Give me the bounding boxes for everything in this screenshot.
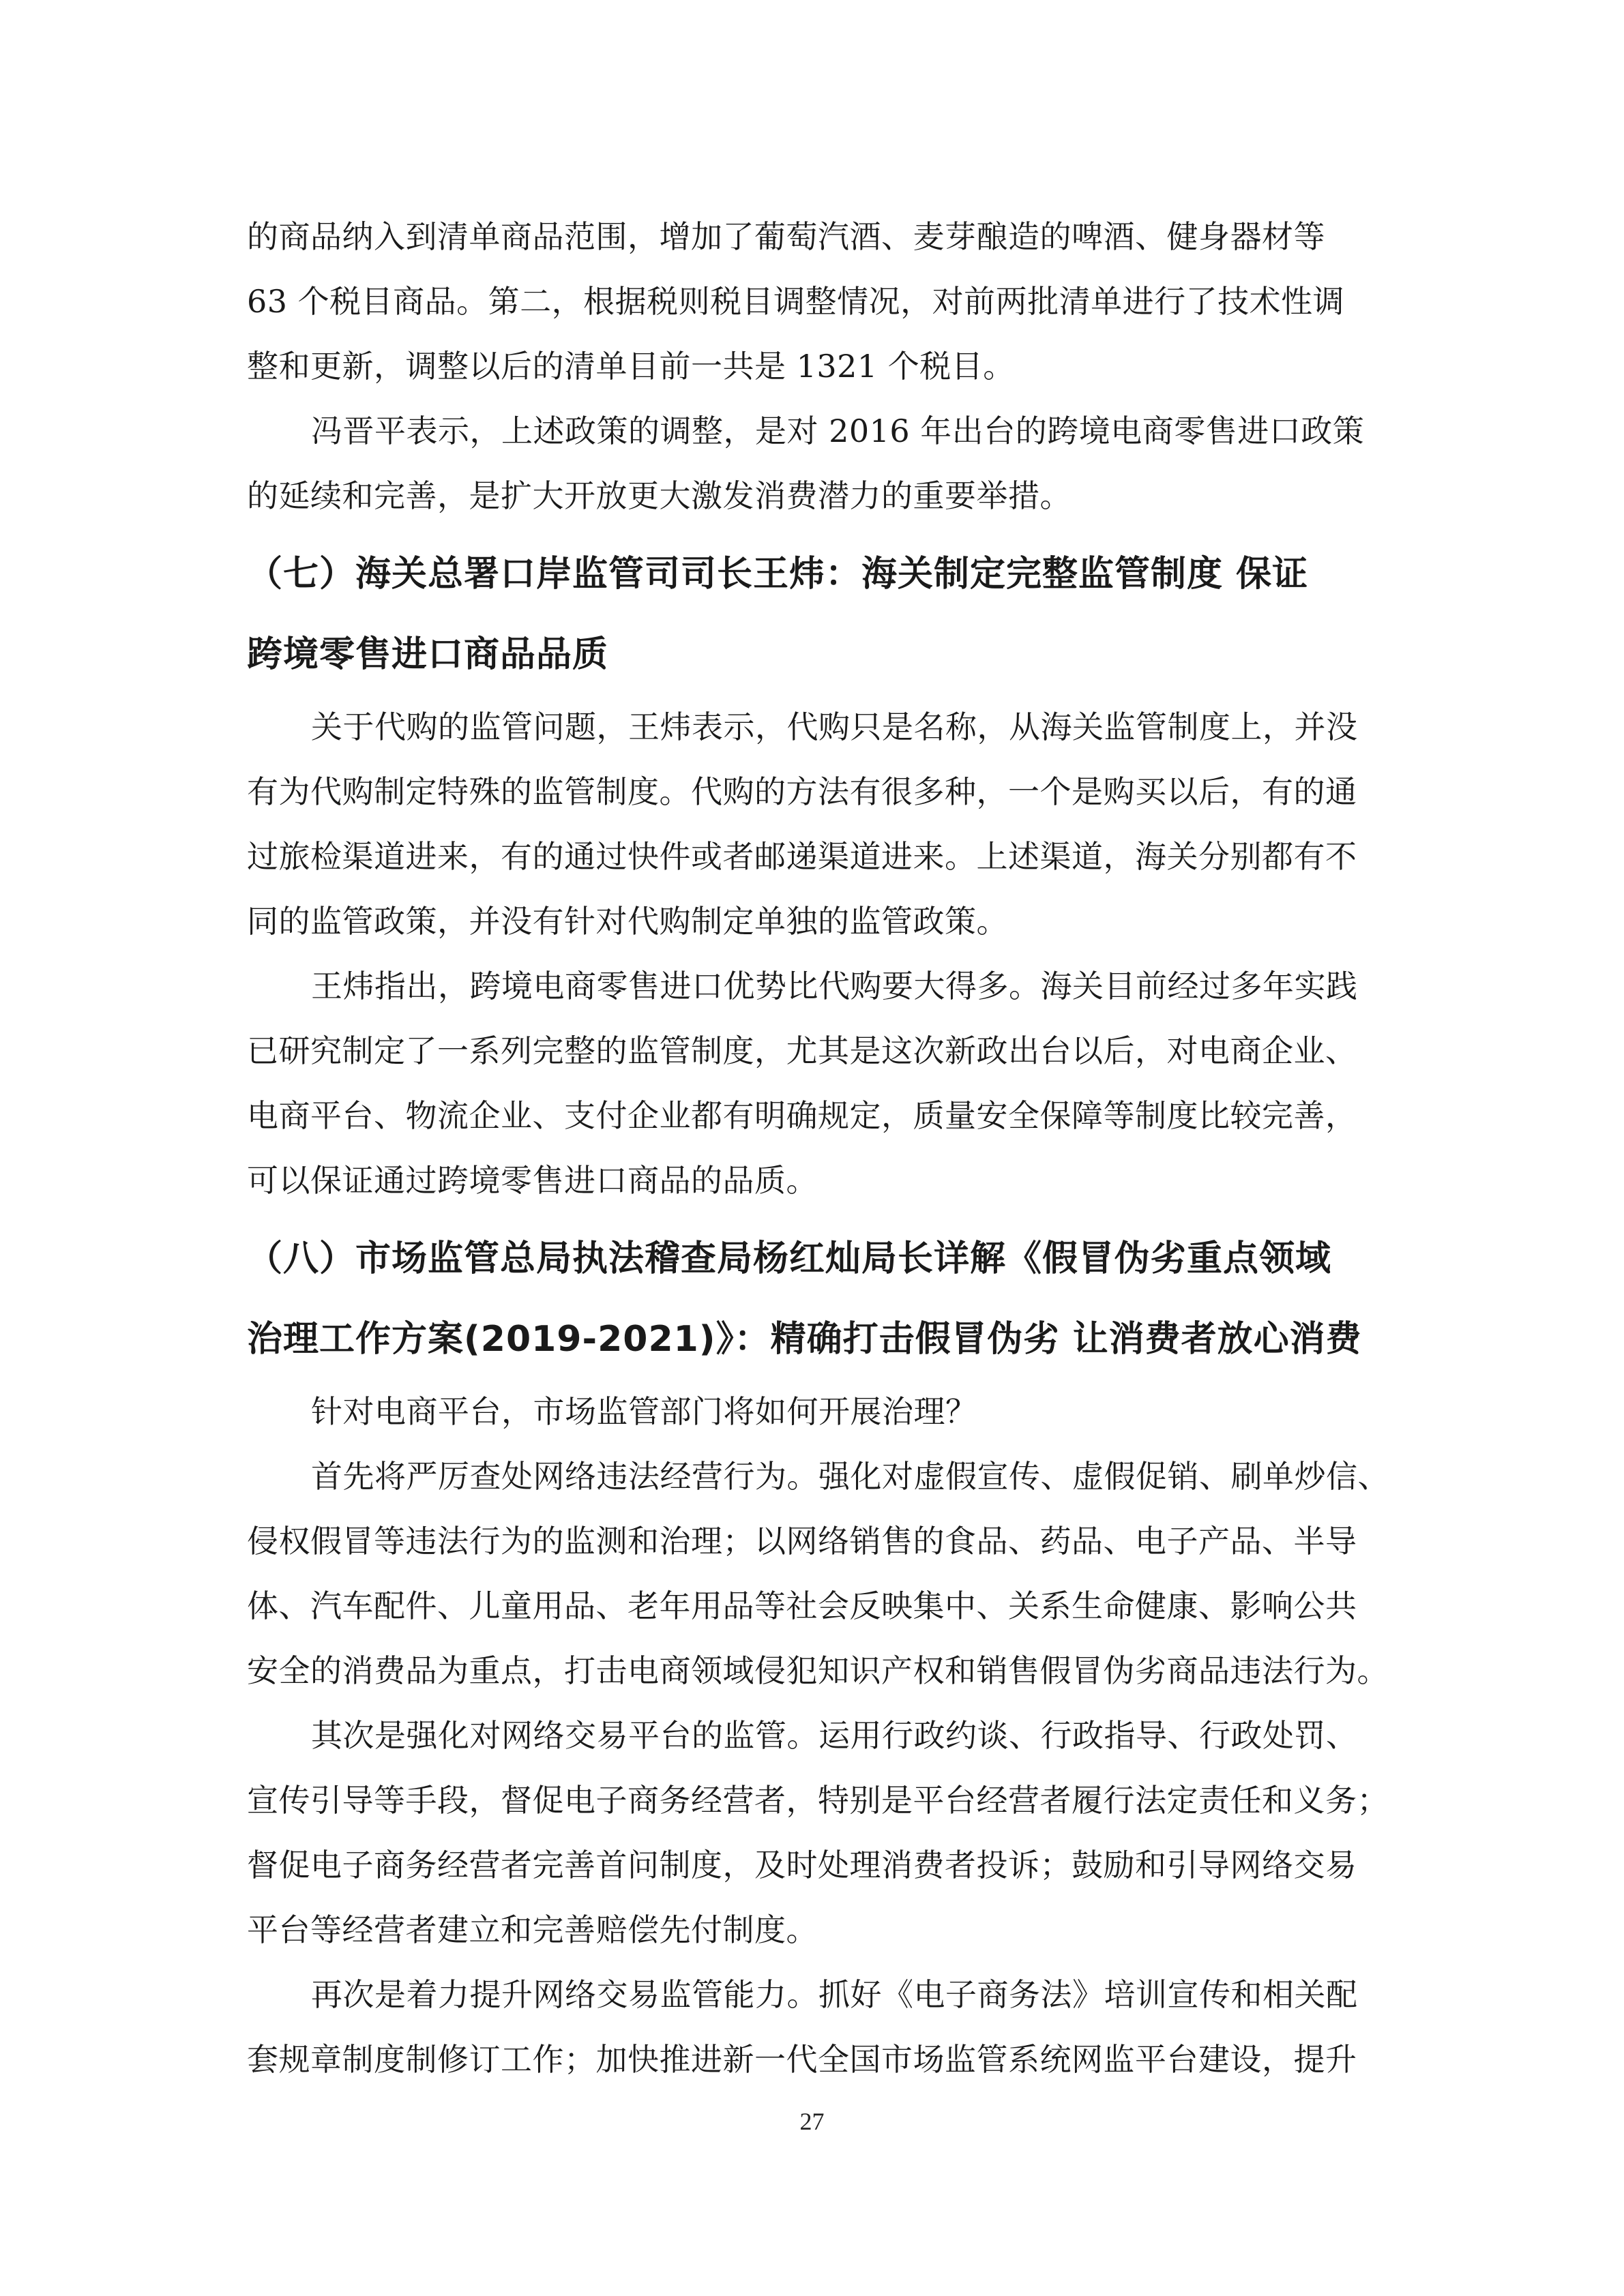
text-line: 再次是着力提升网络交易监管能力。抓好《电子商务法》培训宣传和相关配 xyxy=(311,1976,1358,2013)
text-line: 针对电商平台，市场监管部门将如何开展治理？ xyxy=(311,1393,977,1430)
paragraph xyxy=(247,1444,1389,1703)
text-line: 同的监管政策，并没有针对代购制定单独的监管政策。 xyxy=(247,903,1008,940)
paragraph xyxy=(247,695,1379,954)
text-line: 其次是强化对网络交易平台的监管。运用行政约谈、行政指导、行政处罚、 xyxy=(311,1717,1358,1754)
page-number: 27 xyxy=(799,2108,825,2135)
heading-line: 治理工作方案(2019-2021)》：精确打击假冒伪劣 让消费者放心消费 xyxy=(247,1319,1362,1360)
text-line: 过旅检渠道进来，有的通过快件或者邮递渠道进来。上述渠道，海关分别都有不 xyxy=(247,838,1357,875)
section-heading xyxy=(247,1219,1379,1380)
text-line: 宣传引导等手段，督促电子商务经营者，特别是平台经营者履行法定责任和义务； xyxy=(247,1782,1389,1819)
page-body xyxy=(247,205,1389,2092)
paragraph xyxy=(247,1380,1379,1444)
text-line: 平台等经营者建立和完善赔偿先付制度。 xyxy=(247,1911,818,1948)
text-line: 63 个税目商品。第二，根据税则税目调整情况，对前两批清单进行了技术性调 xyxy=(247,283,1345,320)
text-line: 可以保证通过跨境零售进口商品的品质。 xyxy=(247,1162,818,1199)
heading-line: （八）市场监管总局执法稽查局杨红灿局长详解《假冒伪劣重点领域 xyxy=(247,1238,1332,1279)
paragraph xyxy=(247,399,1379,528)
heading-line: （七）海关总署口岸监管司司长王炜：海关制定完整监管制度 保证 xyxy=(247,554,1309,595)
text-line: 王炜指出，跨境电商零售进口优势比代购要大得多。海关目前经过多年实践 xyxy=(311,968,1358,1004)
paragraph xyxy=(247,954,1379,1213)
text-line: 督促电子商务经营者完善首问制度，及时处理消费者投诉；鼓励和引导网络交易 xyxy=(247,1847,1357,1883)
text-line: 套规章制度制修订工作；加快推进新一代全国市场监管系统网监平台建设，提升 xyxy=(247,2041,1357,2078)
paragraph xyxy=(247,1703,1389,1963)
text-line: 冯晋平表示，上述政策的调整，是对 2016 年出台的跨境电商零售进口政策 xyxy=(311,413,1365,449)
paragraph xyxy=(247,205,1379,399)
text-line: 侵权假冒等违法行为的监测和治理；以网络销售的食品、药品、电子产品、半导 xyxy=(247,1523,1357,1560)
text-line: 关于代购的监管问题，王炜表示，代购只是名称，从海关监管制度上，并没 xyxy=(311,709,1358,745)
paragraph xyxy=(247,1963,1379,2092)
text-line: 整和更新，调整以后的清单目前一共是 1321 个税目。 xyxy=(247,348,1015,385)
text-line: 有为代购制定特殊的监管制度。代购的方法有很多种，一个是购买以后，有的通 xyxy=(247,773,1357,810)
heading-line: 跨境零售进口商品品质 xyxy=(247,634,609,675)
text-line: 已研究制定了一系列完整的监管制度，尤其是这次新政出台以后，对电商企业、 xyxy=(247,1032,1357,1069)
text-line: 首先将严厉查处网络违法经营行为。强化对虚假宣传、虚假促销、刷单炒信、 xyxy=(311,1458,1389,1495)
text-line: 体、汽车配件、儿童用品、老年用品等社会反映集中、关系生命健康、影响公共 xyxy=(247,1587,1357,1624)
text-line: 安全的消费品为重点，打击电商领域侵犯知识产权和销售假冒伪劣商品违法行为。 xyxy=(247,1652,1389,1689)
text-line: 的商品纳入到清单商品范围，增加了葡萄汽酒、麦芽酿造的啤酒、健身器材等 xyxy=(247,218,1325,255)
text-line: 的延续和完善，是扩大开放更大激发消费潜力的重要举措。 xyxy=(247,477,1072,514)
text-line: 电商平台、物流企业、支付企业都有明确规定，质量安全保障等制度比较完善， xyxy=(247,1097,1357,1134)
section-heading xyxy=(247,534,1379,695)
